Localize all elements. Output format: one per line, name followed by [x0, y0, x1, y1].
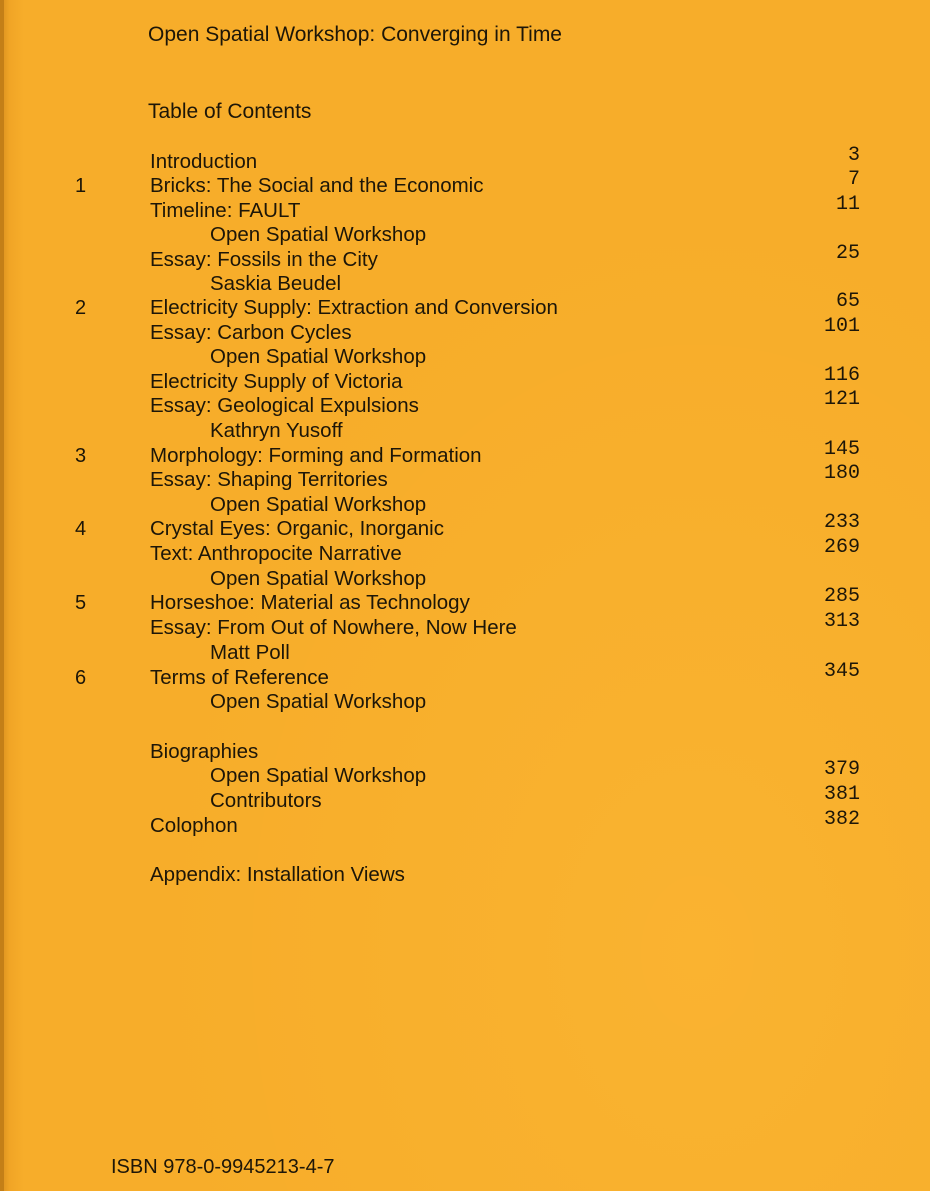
toc-entry [0, 364, 930, 395]
toc-entry-author [0, 223, 930, 248]
page-number: 269 [823, 536, 860, 559]
entry-label: Essay: Fossils in the City [150, 248, 378, 271]
entry-label: Colophon [150, 814, 238, 837]
toc-entry [0, 863, 930, 888]
entry-label: Electricity Supply of Victoria [150, 370, 403, 393]
entry-label: Bricks: The Social and the Economic [150, 174, 484, 197]
entry-label: Terms of Reference [150, 666, 329, 689]
page-number: 121 [823, 388, 860, 411]
entry-label: Open Spatial Workshop [210, 345, 427, 368]
page-number: 313 [823, 610, 860, 633]
toc-entry [0, 290, 930, 321]
book-title: Open Spatial Workshop: Converging in Time [148, 23, 562, 46]
toc-entry [0, 388, 930, 419]
toc-entry [0, 144, 930, 175]
toc-entry [0, 168, 930, 199]
toc-entry-author [0, 567, 930, 592]
toc-entry-author [0, 758, 930, 789]
page-number: 11 [835, 193, 860, 216]
chapter-number: 4 [75, 518, 87, 540]
toc-entry [0, 536, 930, 567]
entry-label: Introduction [150, 150, 258, 173]
chapter-number: 6 [75, 667, 87, 689]
entry-label: Essay: Carbon Cycles [150, 321, 352, 344]
entry-label: Open Spatial Workshop [210, 493, 427, 516]
entry-label: Crystal Eyes: Organic, Inorganic [150, 517, 444, 540]
entry-label: Open Spatial Workshop [210, 764, 427, 787]
toc-heading: Table of Contents [148, 100, 312, 123]
entry-label: Open Spatial Workshop [210, 223, 427, 246]
toc-entry-author [0, 493, 930, 518]
toc-entry-author [0, 783, 930, 814]
chapter-number: 2 [75, 297, 87, 319]
entry-label: Contributors [210, 789, 322, 812]
entry-label: Saskia Beudel [210, 272, 342, 295]
toc-entry [0, 462, 930, 493]
entry-label: Essay: From Out of Nowhere, Now Here [150, 616, 517, 639]
toc-entry [0, 242, 930, 273]
entry-label: Timeline: FAULT [150, 199, 301, 222]
page-number: 233 [823, 511, 860, 534]
isbn-text: ISBN 978-0-9945213-4-7 [111, 1156, 335, 1178]
page-number: 3 [847, 144, 860, 167]
entry-label: Biographies [150, 740, 259, 763]
page-number: 116 [823, 364, 860, 387]
toc-entry [0, 610, 930, 641]
page-number: 145 [823, 438, 860, 461]
chapter-number: 3 [75, 445, 87, 467]
page-number: 381 [823, 783, 860, 806]
toc-entry [0, 315, 930, 346]
entry-label: Open Spatial Workshop [210, 567, 427, 590]
page-number: 25 [835, 242, 860, 265]
page-number: 382 [823, 808, 860, 831]
entry-label: Matt Poll [210, 641, 290, 664]
page-number: 180 [823, 462, 860, 485]
toc-entry-author [0, 272, 930, 297]
toc-entry [0, 511, 930, 542]
page-number: 379 [823, 758, 860, 781]
entry-label: Kathryn Yusoff [210, 419, 343, 442]
chapter-number: 5 [75, 592, 87, 614]
entry-label: Morphology: Forming and Formation [150, 444, 482, 467]
page-number: 7 [847, 168, 860, 191]
toc-entry-author [0, 419, 930, 444]
page-number: 101 [823, 315, 860, 338]
toc-entry-author [0, 345, 930, 370]
toc-entry [0, 660, 930, 691]
toc-entry-author [0, 690, 930, 715]
entry-label: Open Spatial Workshop [210, 690, 427, 713]
toc-entry-author [0, 641, 930, 666]
toc-entry [0, 740, 930, 765]
entry-label: Horseshoe: Material as Technology [150, 591, 470, 614]
entry-label: Text: Anthropocite Narrative [150, 542, 402, 565]
entry-label: Appendix: Installation Views [150, 863, 405, 886]
page-number: 285 [823, 585, 860, 608]
entry-label: Essay: Geological Expulsions [150, 394, 419, 417]
toc-entry [0, 585, 930, 616]
chapter-number: 1 [75, 175, 87, 197]
entry-label: Essay: Shaping Territories [150, 468, 388, 491]
toc-entry [0, 438, 930, 469]
page-number: 345 [823, 660, 860, 683]
page-number: 65 [835, 290, 860, 313]
toc-entry [0, 193, 930, 224]
entry-label: Electricity Supply: Extraction and Conversion [150, 296, 558, 319]
toc-entry [0, 808, 930, 839]
